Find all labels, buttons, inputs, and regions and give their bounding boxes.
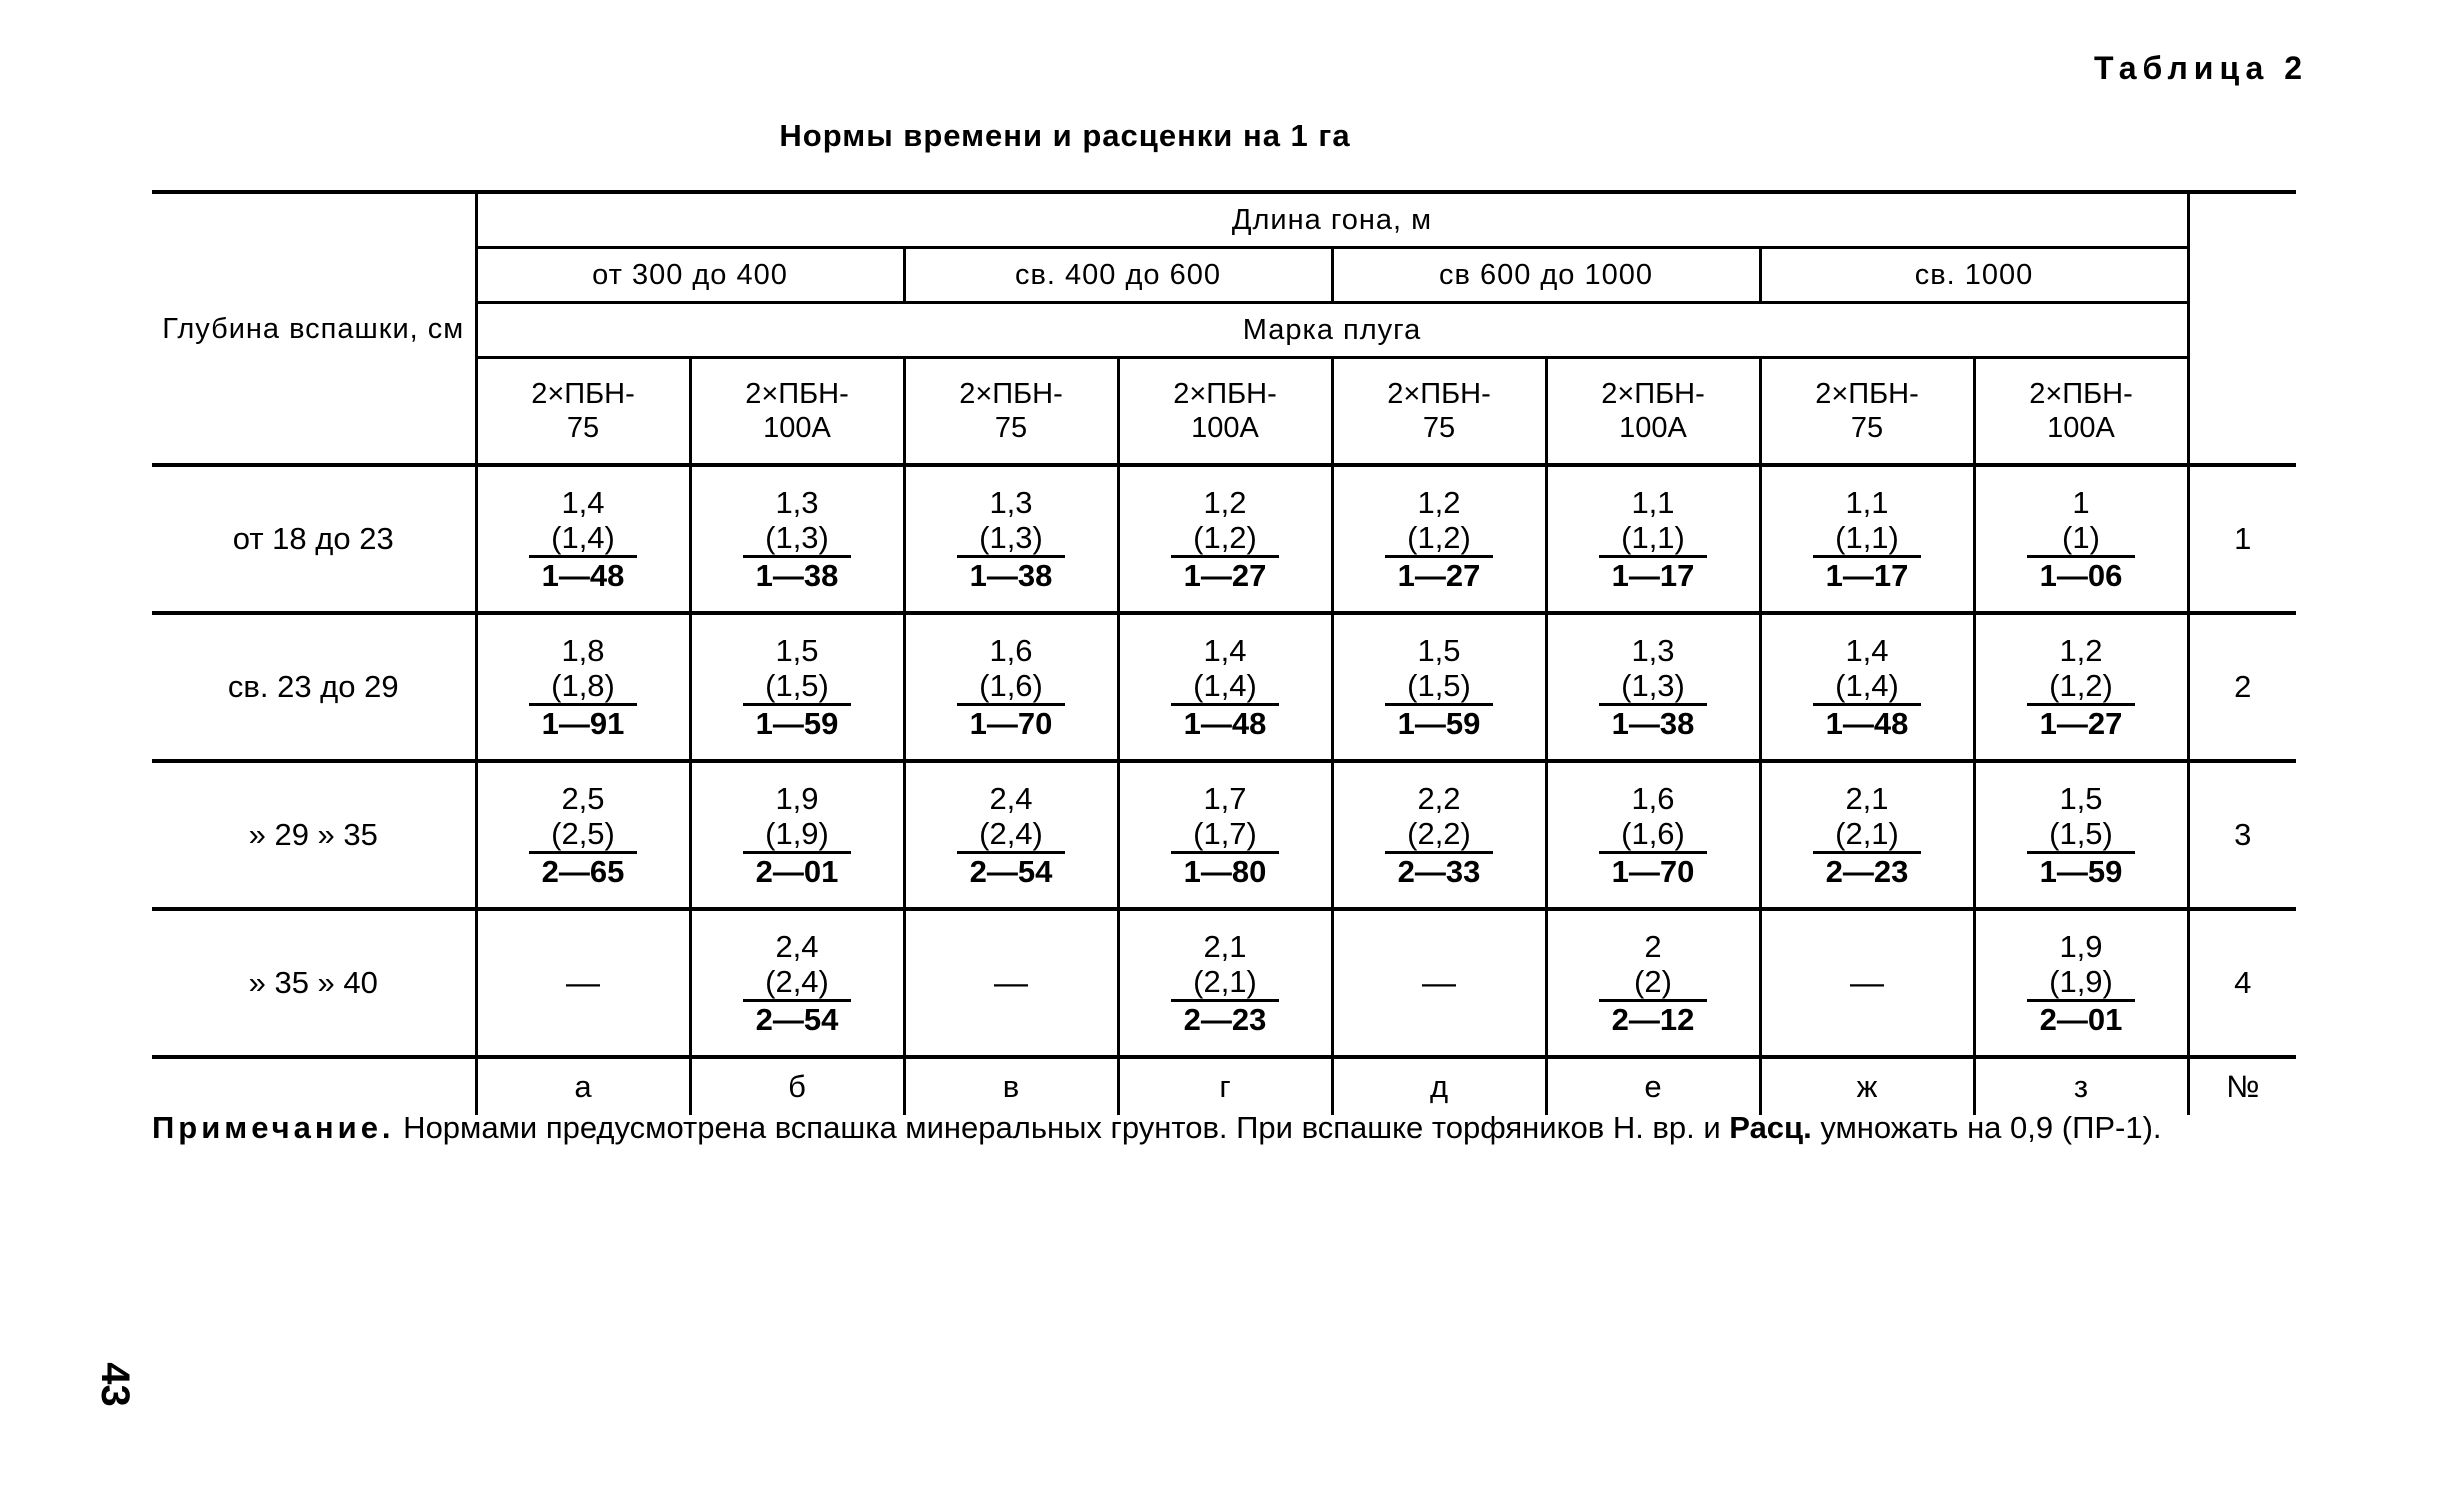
norm-cell — [690, 761, 904, 909]
norm-fraction — [1385, 633, 1493, 741]
norm-cell — [1118, 465, 1332, 613]
no-value-dash: — — [1422, 963, 1456, 1002]
rate: 1—27 — [2039, 706, 2123, 741]
note-text-2: умножать на 0,9 (ПР-1). — [1811, 1110, 2162, 1145]
norm-cell — [1760, 465, 1974, 613]
time-norm-peat: (1) — [2062, 520, 2100, 555]
norm-fraction — [743, 929, 851, 1037]
time-norm-peat: (1,7) — [1193, 816, 1257, 851]
norm-fraction — [2027, 929, 2135, 1037]
time-norm: 1,3 — [1631, 633, 1675, 668]
time-norm-peat: (1,5) — [2049, 816, 2113, 851]
time-norm: 2,4 — [775, 929, 819, 964]
norm-cell — [690, 909, 904, 1057]
time-norm: 2,2 — [1417, 781, 1461, 816]
time-norm: 1,5 — [1417, 633, 1461, 668]
time-norm: 1,4 — [1845, 633, 1889, 668]
norm-fraction — [1599, 781, 1707, 889]
rate: 2—33 — [1397, 854, 1481, 889]
row-number: 2 — [2188, 613, 2296, 761]
norm-fraction — [1171, 781, 1279, 889]
time-norm-peat: (2,4) — [979, 816, 1043, 851]
norm-cell — [1546, 909, 1760, 1057]
note-label: Примечание. — [152, 1110, 395, 1145]
time-norm-peat: (1,2) — [2049, 668, 2113, 703]
range-header: св 600 до 1000 — [1332, 248, 1760, 303]
time-norm-peat: (1,4) — [551, 520, 615, 555]
document-title: Нормы времени и расценки на 1 га — [779, 118, 1351, 153]
norm-fraction — [1599, 485, 1707, 593]
rate: 2—12 — [1611, 1002, 1695, 1037]
time-norm: 2,5 — [561, 781, 605, 816]
norm-fraction — [2027, 633, 2135, 741]
plow-model: 2×ПБН- — [2029, 378, 2133, 410]
plow-size: 100А — [1191, 412, 1259, 444]
range-header: св. 400 до 600 — [904, 248, 1332, 303]
norm-fraction — [1385, 485, 1493, 593]
rate: 2—65 — [541, 854, 625, 889]
time-norm-peat: (1,3) — [979, 520, 1043, 555]
time-norm: 2 — [1644, 929, 1662, 964]
rate: 1—06 — [2039, 558, 2123, 593]
norm-fraction — [1813, 781, 1921, 889]
time-norm-peat: (1,2) — [1193, 520, 1257, 555]
norm-fraction — [529, 781, 637, 889]
no-value-dash: — — [994, 963, 1028, 1002]
norm-fraction — [743, 633, 851, 741]
depth-cell: от 18 до 23 — [152, 465, 476, 613]
time-norm-peat: (1,5) — [1407, 668, 1471, 703]
table-body — [152, 192, 2296, 1115]
time-norm-peat: (1,9) — [2049, 964, 2113, 999]
norm-cell — [1332, 909, 1546, 1057]
time-norm: 2,1 — [1845, 781, 1889, 816]
time-norm: 1,9 — [775, 781, 819, 816]
time-norm: 1,9 — [2059, 929, 2103, 964]
rate: 1—48 — [1825, 706, 1909, 741]
rate: 1—70 — [969, 706, 1053, 741]
norm-fraction — [957, 781, 1065, 889]
depth-cell: » 35 » 40 — [152, 909, 476, 1057]
norm-cell — [1974, 761, 2188, 909]
norm-cell — [1332, 761, 1546, 909]
time-norm-peat: (2) — [1634, 964, 1672, 999]
column-letter: ж — [1760, 1057, 1974, 1115]
time-norm: 2,1 — [1203, 929, 1247, 964]
norm-fraction — [1813, 485, 1921, 593]
row-number: 1 — [2188, 465, 2296, 613]
table-row — [152, 909, 2296, 1057]
norm-cell — [904, 761, 1118, 909]
time-norm-peat: (2,2) — [1407, 816, 1471, 851]
norm-cell — [904, 465, 1118, 613]
rate: 1—38 — [1611, 706, 1695, 741]
plow-size: 100А — [1619, 412, 1687, 444]
time-norm-peat: (1,9) — [765, 816, 829, 851]
time-norm-peat: (2,5) — [551, 816, 615, 851]
norm-fraction — [1171, 485, 1279, 593]
plow-model: 2×ПБН- — [1387, 378, 1491, 410]
rate: 2—54 — [755, 1002, 839, 1037]
column-letter: г — [1118, 1057, 1332, 1115]
rate: 2—54 — [969, 854, 1053, 889]
plow-size: 100А — [2047, 412, 2115, 444]
time-norm-peat: (1,6) — [979, 668, 1043, 703]
plow-header — [1332, 358, 1546, 466]
time-norm-peat: (1,2) — [1407, 520, 1471, 555]
norm-cell — [1974, 613, 2188, 761]
norm-cell — [690, 613, 904, 761]
time-norm: 1,6 — [1631, 781, 1675, 816]
time-norm: 1,3 — [989, 485, 1033, 520]
rate: 1—70 — [1611, 854, 1695, 889]
rate: 1—48 — [1183, 706, 1267, 741]
time-norm: 1,7 — [1203, 781, 1247, 816]
plow-header — [1546, 358, 1760, 466]
rate: 1—27 — [1183, 558, 1267, 593]
time-norm: 1,1 — [1631, 485, 1675, 520]
norm-fraction — [743, 485, 851, 593]
norm-cell — [1118, 761, 1332, 909]
column-letter: б — [690, 1057, 904, 1115]
time-norm: 1,5 — [2059, 781, 2103, 816]
rate: 1—59 — [1397, 706, 1481, 741]
rate: 1—38 — [969, 558, 1053, 593]
norm-fraction — [957, 633, 1065, 741]
time-norm-peat: (1,8) — [551, 668, 615, 703]
norm-cell — [690, 465, 904, 613]
norm-fraction — [1385, 781, 1493, 889]
plow-header — [690, 358, 904, 466]
norm-cell — [1974, 465, 2188, 613]
norm-fraction — [743, 781, 851, 889]
column-letter: а — [476, 1057, 690, 1115]
time-norm: 1,2 — [1203, 485, 1247, 520]
time-norm-peat: (2,4) — [765, 964, 829, 999]
plow-header — [476, 358, 690, 466]
plow-model: 2×ПБН- — [959, 378, 1063, 410]
table-row — [152, 465, 2296, 613]
length-header: Длина гона, м — [476, 192, 2188, 248]
depth-header: Глубина вспашки, см — [152, 192, 476, 465]
time-norm: 1,4 — [561, 485, 605, 520]
time-norm: 2,4 — [989, 781, 1033, 816]
norm-fraction — [1599, 633, 1707, 741]
page-number: 43 — [92, 1362, 137, 1407]
time-norm: 1 — [2072, 485, 2090, 520]
norm-fraction — [1171, 929, 1279, 1037]
rate: 2—01 — [755, 854, 839, 889]
time-norm: 1,6 — [989, 633, 1033, 668]
plow-size: 75 — [1850, 412, 1884, 444]
rate: 1—17 — [1825, 558, 1909, 593]
note — [152, 1110, 2310, 1146]
note-rasc: Расц. — [1729, 1110, 1812, 1145]
letters-row — [152, 1057, 2296, 1115]
norm-cell — [476, 465, 690, 613]
row-number: 4 — [2188, 909, 2296, 1057]
note-text-1: Нормами предусмотрена вспашка минеральных грунтов. При вспашке торфяников — [394, 1110, 1613, 1145]
column-letter: в — [904, 1057, 1118, 1115]
time-norm-peat: (1,4) — [1193, 668, 1257, 703]
plow-model: 2×ПБН- — [745, 378, 849, 410]
rate: 2—23 — [1183, 1002, 1267, 1037]
no-value-dash: — — [1850, 963, 1884, 1002]
norm-fraction — [2027, 485, 2135, 593]
time-norm-peat: (1,5) — [765, 668, 829, 703]
range-header: св. 1000 — [1760, 248, 2188, 303]
norm-cell — [1760, 761, 1974, 909]
time-norm-peat: (2,1) — [1193, 964, 1257, 999]
norm-fraction — [957, 485, 1065, 593]
norm-cell — [476, 613, 690, 761]
norm-fraction — [1599, 929, 1707, 1037]
column-letter: е — [1546, 1057, 1760, 1115]
time-norm-peat: (1,3) — [1621, 668, 1685, 703]
norm-cell — [1332, 465, 1546, 613]
norms-table — [152, 190, 2296, 1115]
table-row — [152, 613, 2296, 761]
norm-cell — [1760, 909, 1974, 1057]
time-norm-peat: (1,3) — [765, 520, 829, 555]
plow-size: 75 — [994, 412, 1028, 444]
norm-fraction — [1171, 633, 1279, 741]
norm-cell — [476, 909, 690, 1057]
rate: 1—27 — [1397, 558, 1481, 593]
plow-size: 100А — [763, 412, 831, 444]
time-norm-peat: (1,4) — [1835, 668, 1899, 703]
range-header: от 300 до 400 — [476, 248, 904, 303]
brand-header: Марка плуга — [476, 303, 2188, 358]
norm-cell — [1546, 465, 1760, 613]
plow-model: 2×ПБН- — [1815, 378, 1919, 410]
number-sign: № — [2226, 1069, 2260, 1104]
time-norm: 1,8 — [561, 633, 605, 668]
rate: 1—17 — [1611, 558, 1695, 593]
row-number: 3 — [2188, 761, 2296, 909]
norm-fraction — [2027, 781, 2135, 889]
depth-cell: св. 23 до 29 — [152, 613, 476, 761]
time-norm-peat: (2,1) — [1835, 816, 1899, 851]
rate: 2—01 — [2039, 1002, 2123, 1037]
no-value-dash: — — [566, 963, 600, 1002]
letters-blank — [152, 1057, 476, 1115]
rate: 1—80 — [1183, 854, 1267, 889]
norm-cell — [1118, 613, 1332, 761]
depth-cell: » 29 » 35 — [152, 761, 476, 909]
plow-size: 75 — [1422, 412, 1456, 444]
plow-header — [1760, 358, 1974, 466]
plow-header — [1974, 358, 2188, 466]
norm-cell — [904, 909, 1118, 1057]
norm-fraction — [529, 485, 637, 593]
time-norm-peat: (1,1) — [1621, 520, 1685, 555]
plow-model: 2×ПБН- — [1601, 378, 1705, 410]
column-letter: з — [1974, 1057, 2188, 1115]
plow-model: 2×ПБН- — [1173, 378, 1277, 410]
rate: 1—91 — [541, 706, 625, 741]
note-and: и — [1694, 1110, 1730, 1145]
time-norm: 1,4 — [1203, 633, 1247, 668]
time-norm: 1,3 — [775, 485, 819, 520]
norm-cell — [1118, 909, 1332, 1057]
norm-fraction — [529, 633, 637, 741]
column-letter: д — [1332, 1057, 1546, 1115]
rate: 1—38 — [755, 558, 839, 593]
plow-model: 2×ПБН- — [531, 378, 635, 410]
norm-cell — [1332, 613, 1546, 761]
norm-cell — [1760, 613, 1974, 761]
rate: 1—48 — [541, 558, 625, 593]
note-nvr: Н. вр. — [1612, 1110, 1695, 1145]
norm-cell — [904, 613, 1118, 761]
norm-cell — [1546, 613, 1760, 761]
number-header-blank — [2188, 192, 2296, 465]
time-norm: 1,5 — [775, 633, 819, 668]
time-norm-peat: (1,1) — [1835, 520, 1899, 555]
time-norm: 1,2 — [1417, 485, 1461, 520]
plow-size: 75 — [566, 412, 600, 444]
norm-cell — [1546, 761, 1760, 909]
rate: 1—59 — [755, 706, 839, 741]
rate: 2—23 — [1825, 854, 1909, 889]
norm-cell — [1974, 909, 2188, 1057]
table-row — [152, 761, 2296, 909]
time-norm: 1,1 — [1845, 485, 1889, 520]
time-norm-peat: (1,6) — [1621, 816, 1685, 851]
table-label: Таблица 2 — [2093, 50, 2308, 86]
rate: 1—59 — [2039, 854, 2123, 889]
norm-fraction — [1813, 633, 1921, 741]
time-norm: 1,2 — [2059, 633, 2103, 668]
plow-header — [904, 358, 1118, 466]
norm-cell — [476, 761, 690, 909]
plow-header — [1118, 358, 1332, 466]
